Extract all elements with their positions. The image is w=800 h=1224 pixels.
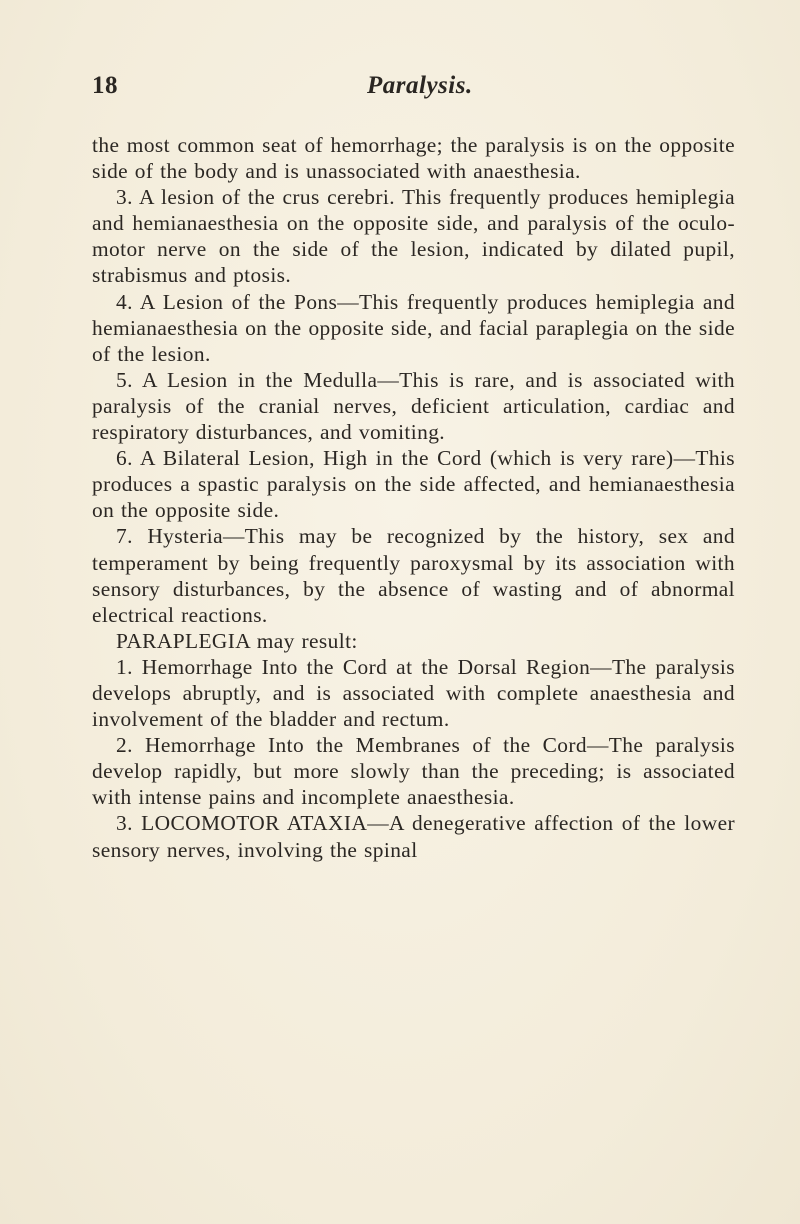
item-number: 5. [116,367,133,392]
item-number: 3. [116,811,133,836]
list-item [92,523,735,627]
page-header [92,72,712,112]
item-number: 1. [116,654,133,679]
list-item [92,732,735,810]
list-item [92,445,735,523]
paragraph-text: Hysteria—This may be recognized by the history, sex and temperament by being frequently paroxysmal by its association with sensory disturbances, by the absence of wasting and of abnormal electrical reactions. [92,524,735,627]
page-number: 18 [92,72,118,99]
paragraph-text: A Lesion in the Medulla—This is rare, and is associated with paralysis of the cranial nerves, deficient articulation, cardiac and respiratory disturbances, and vomiting. [92,367,735,445]
list-item [92,367,735,445]
paragraph-text: LOCOMOTOR ATAXIA—A denegerative affection of the lower sensory nerves, involving the spinal [92,811,735,862]
paragraph-text: A Bilateral Lesion, High in the Cord (which is very rare)—This produces a spastic paralysis on the side affected, and hemianaesthesia on the opposite side. [92,446,735,523]
item-number: 3. [116,185,133,210]
list-item [92,654,735,732]
item-number: 7. [116,524,133,549]
list-item [92,184,735,288]
running-title: Paralysis. [367,72,473,99]
item-number: 4. [116,289,133,314]
paragraph-text: A Lesion of the Pons—This frequently produces hemiplegia and hemianaesthesia on the opposite side, and facial paraplegia on the side of the lesion. [92,289,735,366]
paragraph-text: the most common seat of hemorrhage; the paralysis is on the opposite side of the body and is unassociated with anaesthesia. [92,133,735,184]
paragraph-text: A lesion of the crus cerebri. This frequently produces hemiplegia and hemianaesthesia on the opposite side, and paralysis of the oculo-motor nerve on the side of the lesion, indicated by dilated pupil, strabismus and ptosis. [92,185,735,288]
list-item [92,810,735,862]
body-text [92,132,735,863]
paragraph-text: Hemorrhage Into the Membranes of the Cord—The paralysis develop rapidly, but more slowly than the preceding; is associated with intense pains and incomplete anaesthesia. [92,733,735,810]
paragraph-text: PARAPLEGIA may result: [116,628,358,653]
paragraph-continuation [92,132,735,184]
paragraph-text: Hemorrhage Into the Cord at the Dorsal Region—The paralysis develops abruptly, and is associated with complete anaesthesia and involvement of the bladder and rectum. [92,654,735,732]
item-number: 6. [116,446,133,471]
section-intro [92,628,735,654]
list-item [92,289,735,367]
item-number: 2. [116,733,133,758]
